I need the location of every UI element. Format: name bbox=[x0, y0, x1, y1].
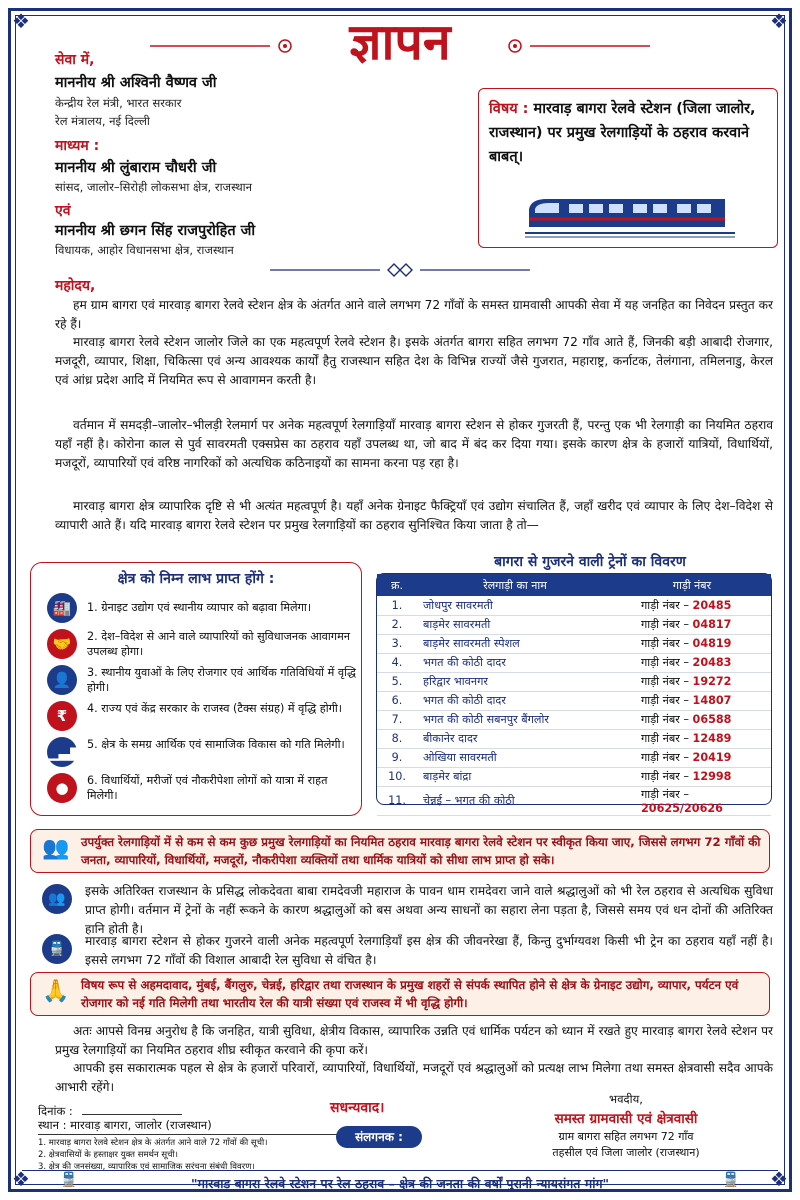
corner-ornament-icon: ❖ bbox=[12, 9, 30, 33]
benefit-item: 👤 3. स्थानीय युवाओं के लिए रोजगार एवं आर्थिक गतिविधियों में वृद्धि होगी। bbox=[47, 665, 357, 695]
col-header-name: रेलगाड़ी का नाम bbox=[417, 574, 613, 596]
person-icon: 👤 bbox=[47, 665, 77, 695]
folded-hands-icon: 🙏 bbox=[42, 979, 70, 1004]
place-label: स्थान : मारवाड़ बागरा, जालोर (राजस्थान) bbox=[38, 1118, 212, 1132]
train-serial: 11. bbox=[377, 786, 417, 815]
train-icon: 🚆 bbox=[60, 1172, 78, 1188]
to-label: सेवा में, bbox=[55, 52, 95, 68]
train-number: गाड़ी नंबर – 20625/20626 bbox=[613, 786, 771, 815]
table-row bbox=[377, 710, 771, 729]
table-row bbox=[377, 691, 771, 710]
table-row bbox=[377, 615, 771, 634]
thanks-text: सधन्यवाद। bbox=[330, 1100, 385, 1116]
and-label: एवं bbox=[55, 203, 71, 219]
people-group-icon: 👥 bbox=[42, 836, 70, 861]
signature-block: भवदीय, समस्त ग्रामवासी एवं क्षेत्रवासी ग्राम बागरा सहित लगभग 72 गाँव तहसील एवं जिला जालोर (राजस्थान) bbox=[552, 1092, 700, 1159]
train-serial: 5. bbox=[377, 672, 417, 691]
slogan-text: "मारवाड़ बागरा रेलवे स्टेशन पर रेल ठहराव – क्षेत्र की जनता की वर्षों पुरानी न्यायसंगत मांग" bbox=[190, 1176, 610, 1191]
paragraph-4: मारवाड़ बागरा क्षेत्र व्यापारिक दृष्टि से भी अत्यंत महत्वपूर्ण है। यहाँ अनेक ग्रेनाइट फैक्ट्रियाँ एवं उद्योग संचालित हैं, जहाँ खरीद एवं व्यापार के लिए देश–विदेश से व्यापारी आते हैं। यदि मारवाड़ बागरा रेलवे स्टेशन पर प्रमुख रेलगाड़ियों का ठहराव सुनिश्चित किया जाता है तो— bbox=[55, 499, 773, 532]
factory-icon: 🏭 bbox=[47, 593, 77, 623]
closing-paragraph-1: अतः आपसे विनम्र अनुरोध है कि जनहित, यात्री सुविधा, क्षेत्रीय विकास, व्यापारिक उन्नति एवं धार्मिक पर्यटन को ध्यान में रखते हुए मारवाड़ बागरा रेलवे स्टेशन पर प्रमुख रेलगाड़ियों का नियमित ठहराव शीघ्र स्वीकृत करवाने की कृपा करें। bbox=[55, 1024, 773, 1057]
benefit-item: ₹ 4. राज्य एवं केंद्र सरकार के राजस्व (टैक्स संग्रह) में वृद्धि होगी। bbox=[47, 701, 357, 731]
table-row bbox=[377, 767, 771, 786]
slogan-bar bbox=[22, 1170, 778, 1194]
train-name: भगत की कोठी सबनपुर बैंगलोर bbox=[417, 710, 613, 729]
via-name: माननीय श्री लुंबाराम चौधरी जी bbox=[55, 160, 217, 176]
paragraph-3: वर्तमान में समदड़ी–जालोर–भीलड़ी रेलमार्ग पर अनेक महत्वपूर्ण रेलगाड़ियाँ मारवाड़ बागरा स्टेशन से होकर गुजरती हैं, परन्तु एक भी रेलगाड़ी का नियमित ठहराव यहाँ नहीं है। कोरोना काल से पुर्व सावरमती एक्सप्रेस का ठहराव यहाँ उपलब्ध था, जो बाद में बंद कर दिया गया। इसके कारण क्षेत्र के हजारों यात्रियों, विधार्थियों, मजदूरों, व्यापारियों एवं वरिष्ठ नागरिकों को अत्यधिक कठिनाइयों का सामना करना पड़ रहा है। bbox=[55, 418, 773, 470]
train-number: गाड़ी नंबर – 20483 bbox=[613, 653, 771, 672]
title-flourish-right-icon bbox=[500, 38, 650, 54]
page-title: ज्ञापन bbox=[349, 12, 451, 71]
to-name: माननीय श्री अश्विनी वैष्णव जी bbox=[55, 75, 217, 91]
train-serial: 3. bbox=[377, 634, 417, 653]
train-front-icon: 🚆 bbox=[42, 934, 72, 964]
table-row bbox=[377, 748, 771, 767]
trains-table bbox=[376, 573, 772, 815]
paragraph-2: मारवाड़ बागरा रेलवे स्टेशन जालोर जिले का एक महत्वपूर्ण रेलवे स्टेशन है। इसके अंतर्गत बागरा सहित लगभग 72 गाँव आते हैं, जिनकी बड़ी आबादी रोजगार, मजदूरी, व्यापार, शिक्षा, चिकित्सा एवं अन्य आवश्यक कार्यों हैतु राजस्थान सहित देश के विभिन्न राज्यों जैसे गुजरात, महाराष्ट्र, कर्नाटक, तेलंगाना, तमिलनाडु, केरल एवं आंध्र प्रदेश आदि में नियमित रूप से आवागमन करती है। bbox=[55, 335, 773, 387]
corner-ornament-icon: ❖ bbox=[770, 9, 788, 33]
subject-body: मारवाड़ बागरा रेलवे स्टेशन (जिला जालोर, राजस्थान) पर प्रमुख रेलगाड़ियों के ठहराव करवाने बाबत्। bbox=[489, 101, 756, 165]
to-ministry: रेल मंत्रालय, नई दिल्ली bbox=[55, 114, 150, 128]
train-serial: 8. bbox=[377, 729, 417, 748]
chart-icon: ▁▃▆ bbox=[47, 737, 77, 767]
corner-ornament-icon: ❖ bbox=[12, 1167, 30, 1191]
train-serial: 7. bbox=[377, 710, 417, 729]
request-banner: 👥 उपर्युक्त रेलगाड़ियों में से कम से कम कुछ प्रमुख रेलगाड़ियों का नियमित ठहराव मारवाड़ बागरा रेलवे स्टेशन पर स्वीकृत किया जाए, जिससे लगभग 72 गाँवों की जनता, व्यापारियों, विधार्थियों, मजदूरों, नौकरीपेशा व्यक्तियों तथा धार्मिक यात्रियों को सीधा लाभ प्राप्त हो सके। bbox=[30, 829, 770, 873]
train-name: बाड़मेर सावरमती स्पेशल bbox=[417, 634, 613, 653]
train-name: ओखिया सावरमती bbox=[417, 748, 613, 767]
col-header-no: क्र. bbox=[377, 574, 417, 596]
benefits-box bbox=[30, 562, 362, 816]
train-number: गाड़ी नंबर – 19272 bbox=[613, 672, 771, 691]
benefit-item: ▁▃▆ 5. क्षेत्र के समग्र आर्थिक एवं सामाजिक विकास को गति मिलेगी। bbox=[47, 737, 357, 767]
trains-title: बागरा से गुजरने वाली ट्रेनों का विवरण bbox=[494, 554, 686, 570]
train-name: हरिद्वार भावनगर bbox=[417, 672, 613, 691]
train-number: गाड़ी नंबर – 20485 bbox=[613, 596, 771, 615]
train-name: भगत की कोठी दादर bbox=[417, 653, 613, 672]
info-paragraph-1: इसके अतिरिक्त राजस्थान के प्रसिद्ध लोकदेवता बाबा रामदेवजी महाराज के पावन धाम रामदेवरा जाने वाले श्रद्धालुओं को भी रेल ठहराव से अत्यधिक सुविधा प्राप्त होगी। वर्तमान में ट्रेनों के नहीं रूकने के कारण श्रद्धालुओं को बस अथवा अन्य साधनों का सहारा लेना पड़ता है, जिससे समय एवं धन दोनों की अतिरिक्त हानि होती है। bbox=[85, 884, 773, 936]
train-icon: 🚆 bbox=[722, 1172, 740, 1188]
rupee-icon: ₹ bbox=[47, 701, 77, 731]
user-icon: ● bbox=[47, 773, 77, 803]
table-row bbox=[377, 786, 771, 815]
benefit-item: 🤝 2. देश–विदेश से आने वाले व्यापारियों को सुविधाजनक आवागमन उपलब्ध होगा। bbox=[47, 629, 357, 659]
subject-label: विषय : bbox=[489, 101, 529, 117]
subject-text bbox=[489, 97, 767, 169]
info-paragraph-2: मारवाड़ बागरा स्टेशन से होकर गुजरने वाली अनेक महत्वपूर्ण रेलगाड़ियाँ इस क्षेत्र की जीवनरेखा हैं, किन्तु दुर्भाग्यवश किसी भी ट्रेन का ठहराव यहाँ नहीं है। इससे लगभग 72 गाँवों की विशाल आबादी रेल सुविधा से वंचित है। bbox=[85, 934, 773, 967]
train-icon bbox=[525, 191, 735, 239]
train-serial: 4. bbox=[377, 653, 417, 672]
train-number: गाड़ी नंबर – 20419 bbox=[613, 748, 771, 767]
connectivity-banner: 🙏 विषय रूप से अहमदावाद, मुंबई, बैंगलुरु, चेन्नई, हरिद्वार तथा राजस्थान के प्रमुख शहरों से संपर्क स्थापित होने से क्षेत्र के ग्रेनाइट उद्योग, व्यापार, पर्यटन एवं रोजगार को नई गति मिलेगी तथा भारतीय रेल की यात्री संख्या एवं राजस्व में भी वृद्धि होगी। bbox=[30, 972, 770, 1016]
benefit-item: ● 6. विधार्थियों, मरीजों एवं नौकरीपेशा लोगों को यात्रा में राहत मिलेगी। bbox=[47, 773, 357, 803]
via-label: माध्यम : bbox=[55, 138, 100, 154]
table-row bbox=[377, 672, 771, 691]
via-designation: सांसद, जालोर–सिरोही लोकसभा क्षेत्र, राजस्थान bbox=[55, 180, 253, 194]
benefits-title: क्षेत्र को निम्न लाभ प्राप्त होंगे : bbox=[117, 571, 275, 587]
attachment-label: संलगनक : bbox=[336, 1126, 422, 1148]
and-name: माननीय श्री छगन सिंह राजपुरोहित जी bbox=[55, 223, 256, 239]
train-number: गाड़ी नंबर – 14807 bbox=[613, 691, 771, 710]
to-designation: केन्द्रीय रेल मंत्री, भारत सरकार bbox=[55, 96, 182, 110]
train-name: बाड़मेर बांद्रा bbox=[417, 767, 613, 786]
paragraph-1: हम ग्राम बागरा एवं मारवाड़ बागरा रेलवे स्टेशन क्षेत्र के अंतर्गत आने वाले लगभग 72 गाँवों के समस्त ग्रामवासी आपकी सेवा में यह जनहित का निवेदन प्रस्तुत कर रहे हैं। bbox=[55, 298, 773, 331]
train-number: गाड़ी नंबर – 06588 bbox=[613, 710, 771, 729]
table-row bbox=[377, 729, 771, 748]
train-number: गाड़ी नंबर – 12998 bbox=[613, 767, 771, 786]
divider-ornament-icon bbox=[270, 263, 530, 277]
corner-ornament-icon: ❖ bbox=[770, 1167, 788, 1191]
train-serial: 1. bbox=[377, 596, 417, 615]
benefit-item: 🏭 1. ग्रेनाइट उद्योग एवं स्थानीय व्यापार को बढ़ावा मिलेगा। bbox=[47, 593, 357, 623]
table-row bbox=[377, 596, 771, 615]
train-serial: 10. bbox=[377, 767, 417, 786]
train-serial: 9. bbox=[377, 748, 417, 767]
train-serial: 2. bbox=[377, 615, 417, 634]
date-label: दिनांक : bbox=[38, 1104, 182, 1119]
train-name: जोधपुर सावरमती bbox=[417, 596, 613, 615]
handshake-icon: 🤝 bbox=[47, 629, 77, 659]
closing-paragraph-2: आपकी इस सकारात्मक पहल से क्षेत्र के हजारों परिवारों, व्यापारियों, विधार्थियों, मजदूरों एवं श्रद्धालुओं को प्रत्यक्ष लाभ मिलेगा तथा समस्त क्षेत्रवासी सदैव आपके आभारी रहेंगे। bbox=[55, 1061, 773, 1094]
table-row bbox=[377, 634, 771, 653]
subject-box bbox=[478, 88, 778, 248]
train-name: चेन्नई – भगत की कोठी bbox=[417, 786, 613, 815]
title-flourish-left-icon bbox=[150, 38, 300, 54]
salutation: महोदय, bbox=[55, 278, 96, 294]
train-number: गाड़ी नंबर – 12489 bbox=[613, 729, 771, 748]
train-number: गाड़ी नंबर – 04819 bbox=[613, 634, 771, 653]
train-name: बीकानेर दादर bbox=[417, 729, 613, 748]
and-designation: विधायक, आहोर विधानसभा क्षेत्र, राजस्थान bbox=[55, 243, 234, 257]
table-row bbox=[377, 653, 771, 672]
train-number: गाड़ी नंबर – 04817 bbox=[613, 615, 771, 634]
col-header-number: गाड़ी नंबर bbox=[613, 574, 771, 596]
train-name: भगत की कोठी दादर bbox=[417, 691, 613, 710]
attachment-list: 1. मारवाड़ बागरा रेलवे स्टेशन क्षेत्र के अंतर्गत आने वाले 72 गाँवों की सूची। 2. क्षेत्रवासियों के हस्ताक्षर युक्त समर्थन सूची। 3. क्षेत्र की जनसंख्या, व्यापारिक एवं सामाजिक सरंचना संबंधी विवरण। bbox=[38, 1138, 268, 1172]
people-group-icon: 👥 bbox=[42, 884, 72, 914]
train-serial: 6. bbox=[377, 691, 417, 710]
train-name: बाड़मेर सावरमती bbox=[417, 615, 613, 634]
